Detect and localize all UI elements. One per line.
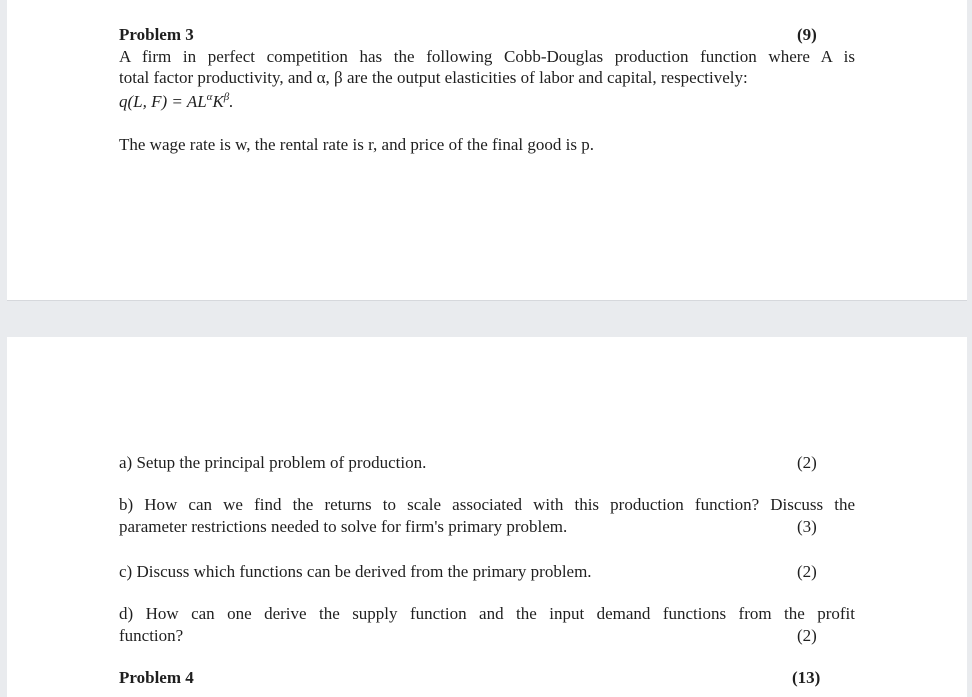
- production-function-equation: [119, 92, 234, 112]
- question-b-marks: (3): [797, 517, 817, 536]
- document-page-2: [7, 337, 967, 697]
- question-d-marks: (2): [797, 626, 817, 645]
- problem-4-marks: (13): [792, 668, 821, 687]
- question-d-line-2: function?: [119, 626, 184, 645]
- equation-lhs: q(L, F) = AL: [119, 92, 207, 111]
- question-d-line-1: d) How can one derive the supply function and the input demand functions from the profit: [119, 604, 855, 623]
- equation-capital: K: [212, 92, 224, 111]
- equation-period: .: [229, 92, 234, 111]
- question-c: c) Discuss which functions can be derived from the primary problem.: [119, 562, 592, 581]
- problem-3-marks: (9): [797, 25, 817, 44]
- equation-exponent-beta: β: [223, 91, 230, 103]
- question-b-line-1: b) How can we find the returns to scale associated with this production function? Discuss the: [119, 495, 855, 514]
- question-a-marks: (2): [797, 453, 817, 472]
- problem-3-intro-line-1: A firm in perfect competition has the following Cobb-Douglas production function where A is: [119, 47, 855, 66]
- prices-statement: The wage rate is w, the rental rate is r, and price of the final good is p.: [119, 135, 594, 154]
- question-b-line-2: parameter restrictions needed to solve for firm's primary problem.: [119, 517, 568, 536]
- question-a: a) Setup the principal problem of production.: [119, 453, 427, 472]
- document-page-1: [7, 0, 967, 301]
- problem-3-title: Problem 3: [119, 25, 194, 44]
- problem-4-title: Problem 4: [119, 668, 194, 687]
- equation-exponent-alpha: α: [206, 91, 213, 103]
- problem-3-intro-line-2: total factor productivity, and α, β are the output elasticities of labor and capital, respectively:: [119, 68, 748, 87]
- question-c-marks: (2): [797, 562, 817, 581]
